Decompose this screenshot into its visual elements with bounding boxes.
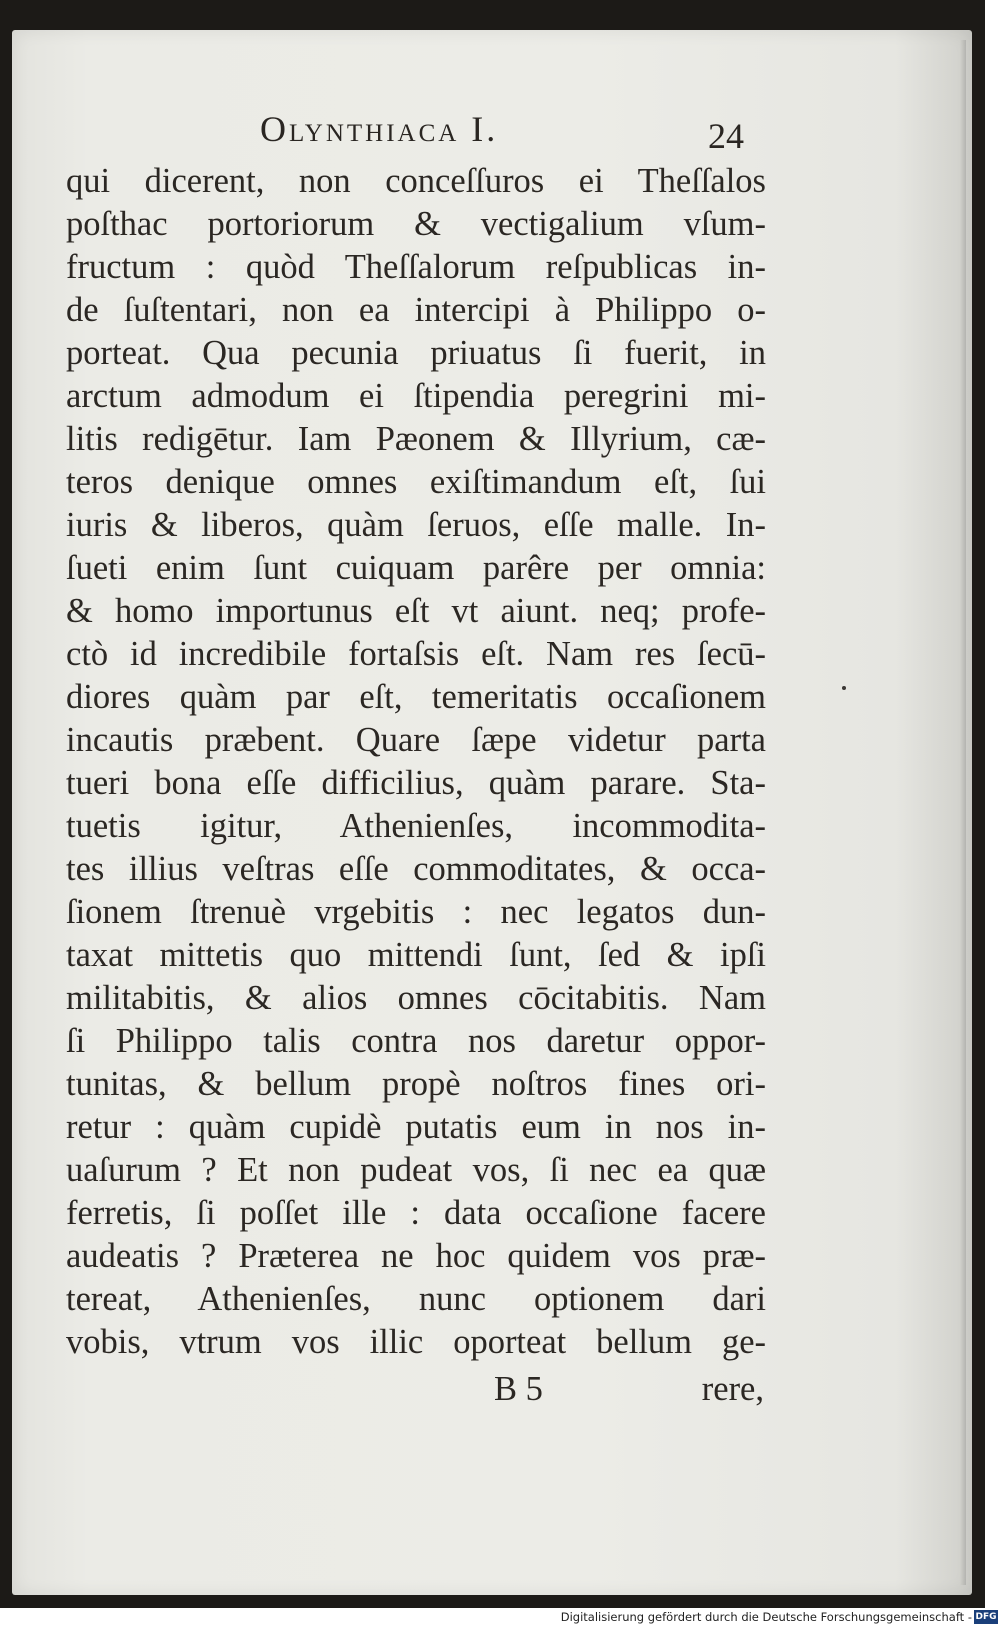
text-line: teros denique omnes exiſtimandum eſt, ſui: [66, 463, 766, 501]
text-line: tunitas, & bellum propè noſtros fines ori-: [66, 1065, 766, 1103]
catchword: rere,: [701, 1370, 764, 1408]
text-line: qui dicerent, non conceſſuros ei Theſſalos: [66, 162, 766, 200]
page-number: 24: [708, 116, 744, 156]
text-line: uaſurum ? Et non pudeat vos, ſi nec ea quæ: [66, 1151, 766, 1189]
footer-credit: Digitalisierung gefördert durch die Deutsche Forschungsgemeinschaft -: [560, 1610, 972, 1624]
page-edge-shadow: [960, 40, 966, 1585]
running-head: Olynthiaca I.: [260, 109, 499, 149]
text-line: retur : quàm cupidè putatis eum in nos in-: [66, 1108, 766, 1146]
text-line: ſueti enim ſunt cuiquam parêre per omnia:: [66, 549, 766, 587]
ink-speck: [842, 686, 846, 690]
text-line: tuetis igitur, Athenienſes, incommodita-: [66, 807, 766, 845]
text-line: arctum admodum ei ſtipendia peregrini mi-: [66, 377, 766, 415]
text-line: incautis præbent. Quare ſæpe videtur parta: [66, 721, 766, 759]
text-line: ſionem ſtrenuè vrgebitis : nec legatos dun-: [66, 893, 766, 931]
signature-mark: B 5: [494, 1370, 543, 1408]
text-line: de ſuſtentari, non ea intercipi à Philippo o-: [66, 291, 766, 329]
text-line: tes illius veſtras eſſe commoditates, & occa-: [66, 850, 766, 888]
text-line: iuris & liberos, quàm ſeruos, eſſe malle. In-: [66, 506, 766, 544]
text-line: ferretis, ſi poſſet ille : data occaſione facere: [66, 1194, 766, 1232]
text-line: tereat, Athenienſes, nunc optionem dari: [66, 1280, 766, 1318]
text-line: ctò id incredibile fortaſsis eſt. Nam res ſecū-: [66, 635, 766, 673]
text-line: poſthac portoriorum & vectigalium vſum-: [66, 205, 766, 243]
text-line: militabitis, & alios omnes cōcitabitis. Nam: [66, 979, 766, 1017]
catchline: [66, 1370, 766, 1414]
text-line: diores quàm par eſt, temeritatis occaſionem: [66, 678, 766, 716]
text-line: vobis, vtrum vos illic oporteat bellum ge-: [66, 1323, 766, 1361]
text-line: porteat. Qua pecunia priuatus ſi fuerit, in: [66, 334, 766, 372]
dfg-logo: DFG: [975, 1612, 997, 1622]
digitization-footer: [0, 1608, 1000, 1627]
text-line: & homo importunus eſt vt aiunt. neq; profe-: [66, 592, 766, 630]
text-line: litis redigētur. Iam Pæonem & Illyrium, cæ-: [66, 420, 766, 458]
text-line: ſi Philippo talis contra nos daretur oppor-: [66, 1022, 766, 1060]
text-line: fructum : quòd Theſſalorum reſpublicas in-: [66, 248, 766, 286]
text-line: tueri bona eſſe difficilius, quàm parare. Sta-: [66, 764, 766, 802]
text-line: taxat mittetis quo mittendi ſunt, ſed & ipſi: [66, 936, 766, 974]
text-line: audeatis ? Præterea ne hoc quidem vos præ-: [66, 1237, 766, 1275]
body-text: [66, 160, 766, 1364]
